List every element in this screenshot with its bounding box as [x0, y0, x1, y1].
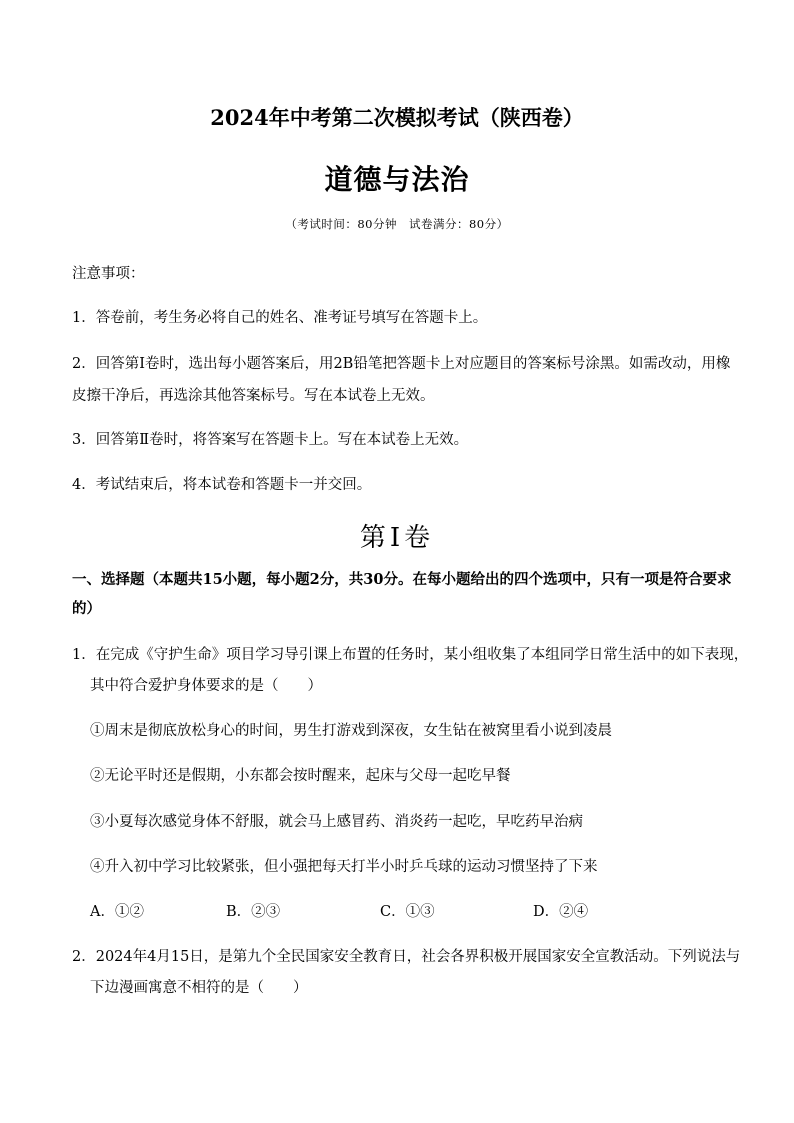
subject-title: 道德与法治: [324, 163, 470, 196]
question-1-statement-4: ④升入初中学习比较紧张，但小强把每天打半小时乒乓球的运动习惯坚持了下来: [90, 859, 598, 875]
question-1-statement-2: ②无论平时还是假期，小东都会按时醒来，起床与父母一起吃早餐: [90, 768, 511, 784]
question-1-option-d: D．②④: [533, 904, 589, 920]
question-2-stem-cont: 下边漫画寓意不相符的是（ ）: [90, 980, 308, 996]
question-2-stem: 2．2024年4月15日，是第九个全民国家安全教育日，社会各界积极开展国家安全宣教活动。下列说法与: [72, 949, 741, 965]
notice-item-3: 3．回答第Ⅱ卷时，将答案写在答题卡上。写在本试卷上无效。: [72, 432, 469, 448]
notice-heading: 注意事项：: [72, 266, 145, 282]
exam-time-info: （考试时间：80分钟 试卷满分：80分）: [285, 217, 509, 231]
question-1-stem: 1．在完成《守护生命》项目学习导引课上布置的任务时，某小组收集了本组同学日常生活中的如下表现，: [72, 647, 749, 663]
part-one-heading: 一、选择题（本题共15小题，每小题2分，共30分。在每小题给出的四个选项中，只有一项是符合要求: [72, 571, 732, 588]
notice-item-2-cont: 皮擦干净后，再选涂其他答案标号。写在本试卷上无效。: [72, 388, 435, 404]
notice-item-2: 2．回答第Ⅰ卷时，选出每小题答案后，用2B铅笔把答题卡上对应题目的答案标号涂黑。如需改动，用橡: [72, 356, 731, 372]
question-1-option-c: C．①③: [380, 904, 435, 920]
section-title: 第Ⅰ卷: [359, 523, 435, 553]
question-1-option-b: B．②③: [226, 904, 281, 920]
question-1-option-a: A．①②: [90, 904, 144, 920]
part-one-heading-cont: 的）: [72, 600, 101, 617]
notice-item-1: 1．答卷前，考生务必将自己的姓名、准考证号填写在答题卡上。: [72, 310, 488, 326]
exam-title: 2024年中考第二次模拟考试（陕西卷）: [210, 105, 584, 130]
question-1-statement-1: ①周末是彻底放松身心的时间，男生打游戏到深夜，女生钻在被窝里看小说到凌晨: [90, 723, 612, 739]
question-1-statement-3: ③小夏每次感觉身体不舒服，就会马上感冒药、消炎药一起吃，早吃药早治病: [90, 814, 583, 830]
notice-item-4: 4．考试结束后，将本试卷和答题卡一并交回。: [72, 477, 372, 493]
question-1-stem-cont: 其中符合爱护身体要求的是（ ）: [90, 678, 322, 694]
